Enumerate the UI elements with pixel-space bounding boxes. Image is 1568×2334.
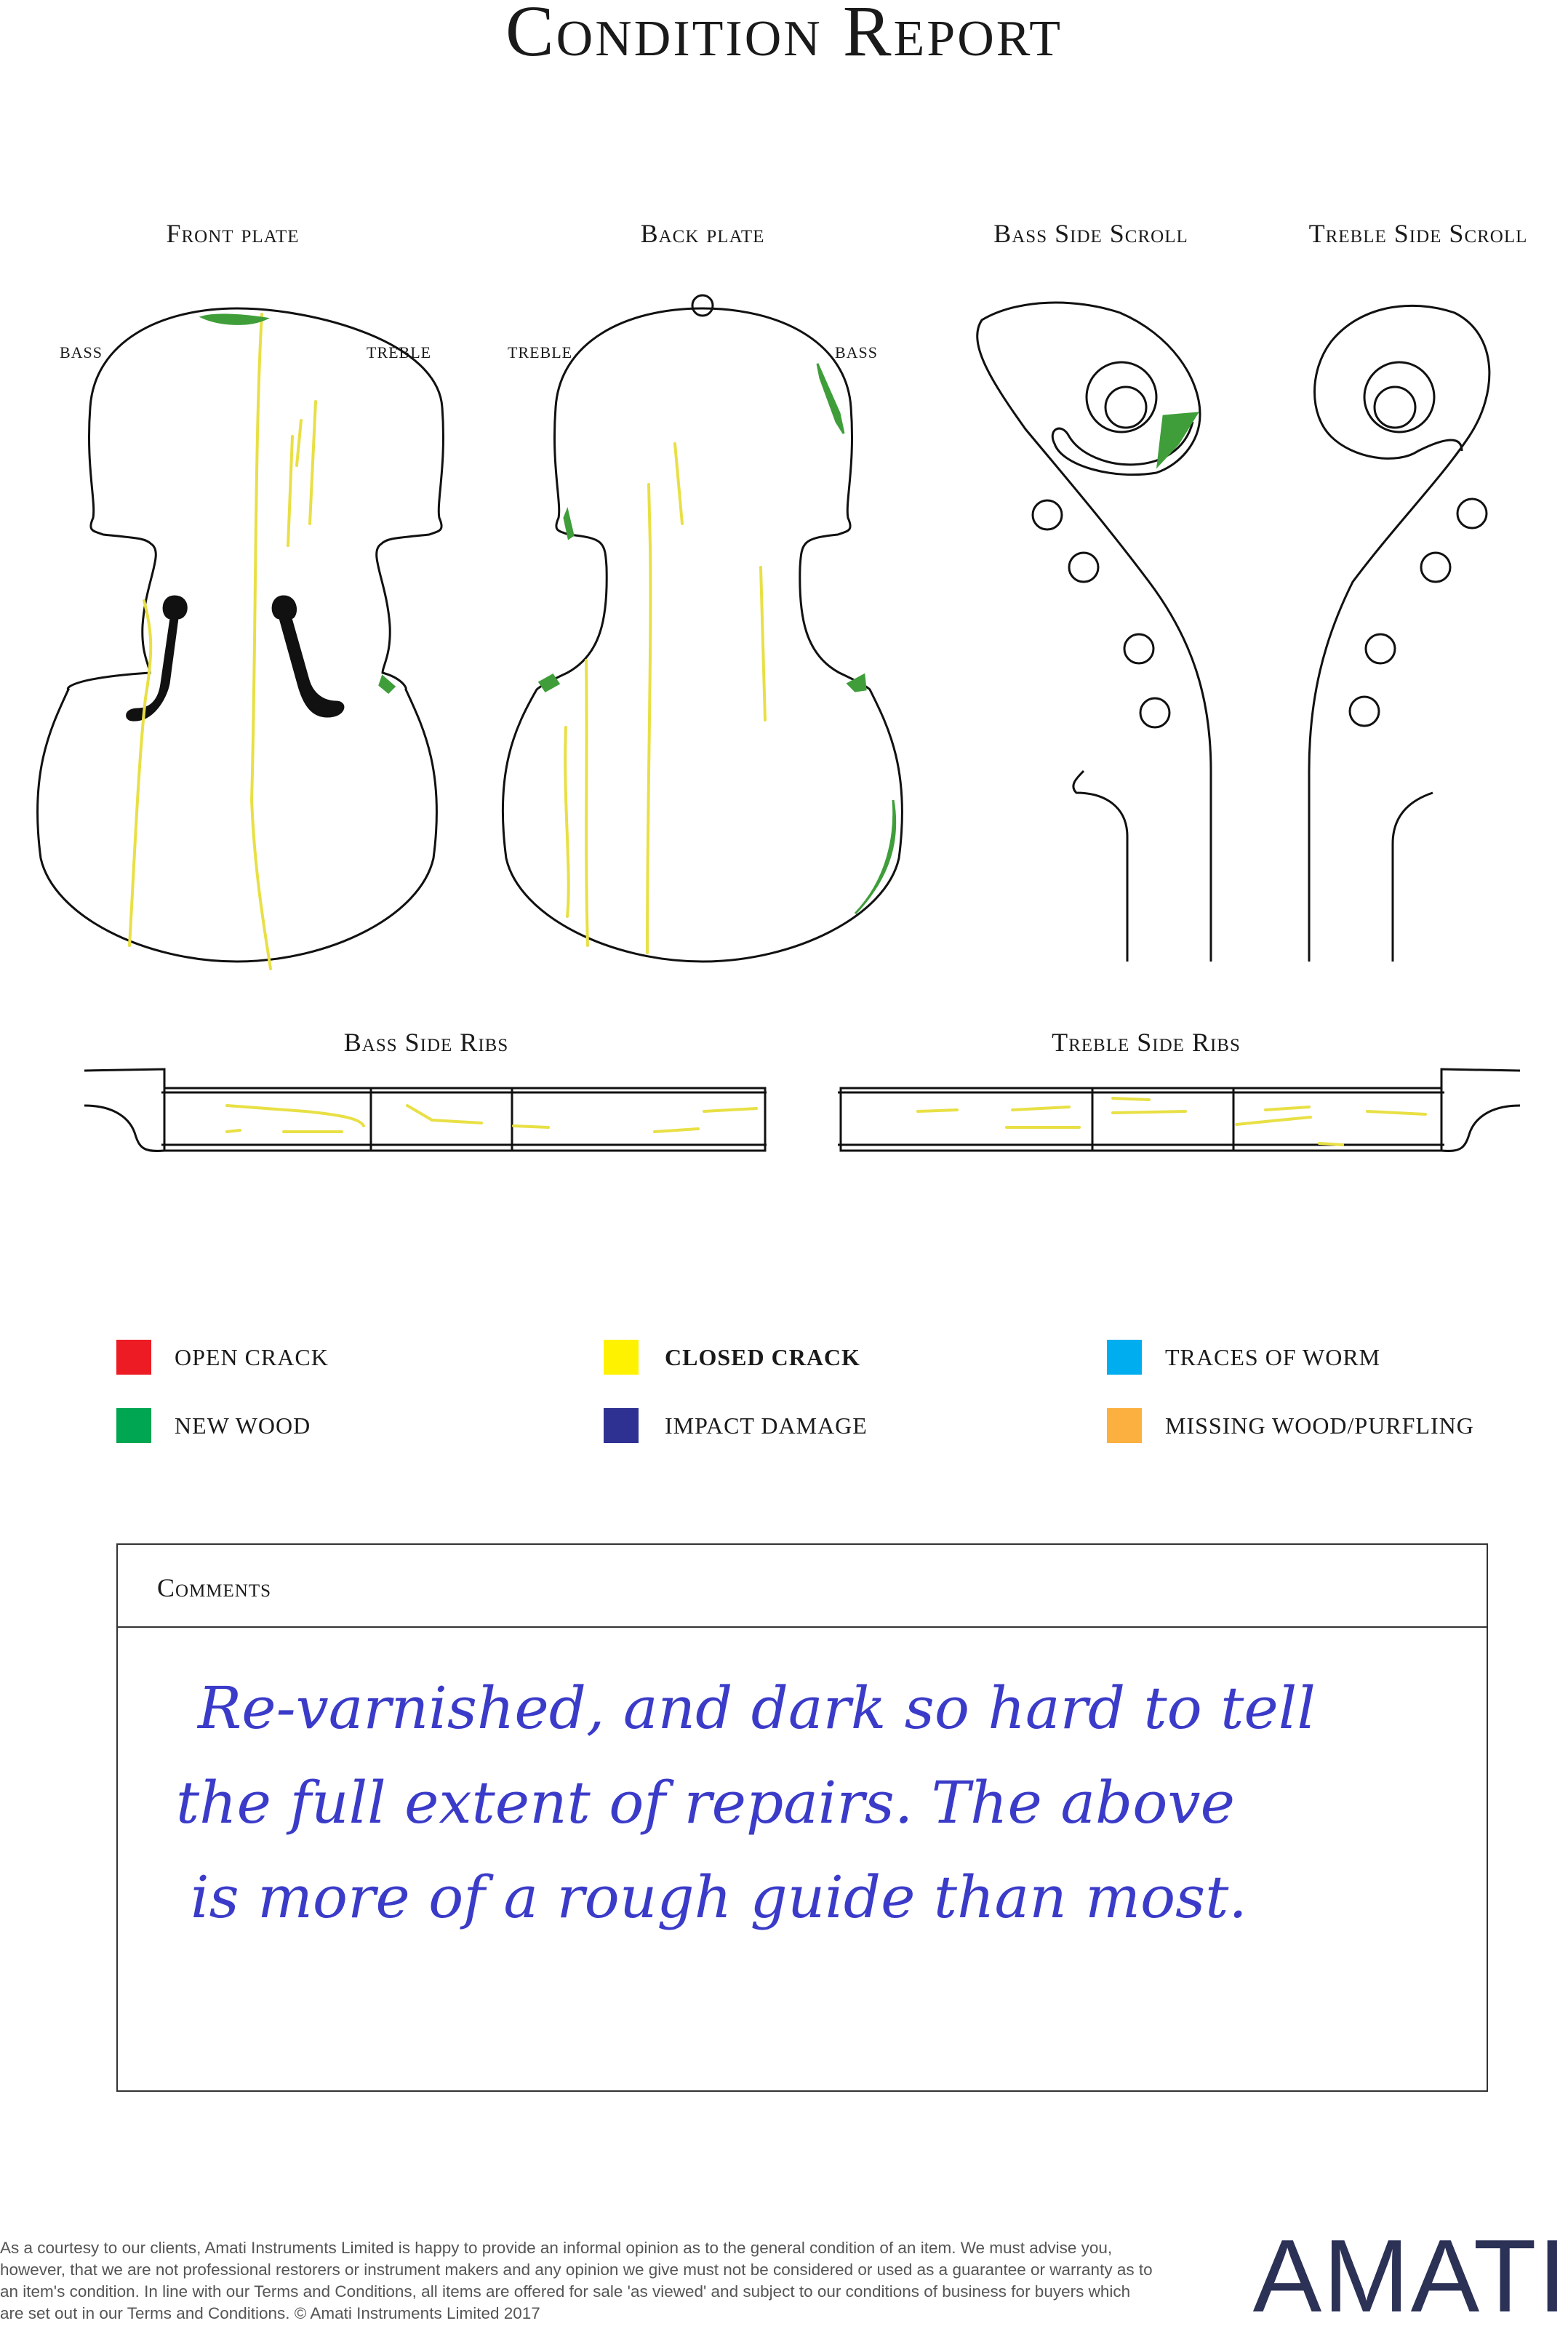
bass-side-scroll-title: Bass Side Scroll: [993, 219, 1188, 248]
treble-peg-hole-3: [1366, 634, 1395, 663]
bass-scroll-outline: [977, 303, 1211, 962]
comments-header: [118, 1545, 1487, 1628]
legend-swatch-open-crack: [116, 1340, 151, 1375]
legend-label-new-wood: NEW WOOD: [175, 1412, 311, 1439]
back-bass-label: BASS: [835, 343, 879, 361]
treble-scroll-outline: [1309, 305, 1489, 962]
legend-label-impact-damage: IMPACT DAMAGE: [665, 1412, 868, 1439]
treble-scroll-neck: [1393, 793, 1433, 962]
front-treble-label: TREBLE: [367, 343, 432, 361]
treble-side-ribs-title: Treble Side Ribs: [1052, 1028, 1241, 1057]
legend-swatch-closed-crack: [604, 1340, 639, 1375]
treble-peg-hole-2: [1421, 553, 1450, 582]
crack-markings: [129, 314, 1425, 1145]
comment-line-2: the full extent of repairs. The above: [176, 1769, 1235, 1837]
bass-scroll-neck: [1073, 771, 1127, 962]
legend-label-open-crack: OPEN CRACK: [175, 1344, 329, 1370]
bass-peg-hole-4: [1140, 698, 1169, 727]
treble-peg-hole-1: [1457, 499, 1487, 528]
front-bass-label: BASS: [60, 343, 103, 361]
back-plate-title: Back plate: [640, 219, 765, 248]
comment-line-3: is more of a rough guide than most.: [191, 1863, 1247, 1931]
comments-title: Comments: [157, 1573, 272, 1602]
treble-peg-hole-4: [1350, 697, 1379, 726]
bass-ribs-outline: [164, 1088, 765, 1151]
comments-box: [116, 1543, 1488, 2092]
bass-side-ribs-title: Bass Side Ribs: [343, 1028, 509, 1057]
treble-f-hole: [273, 596, 343, 716]
legend-swatch-new-wood: [116, 1408, 151, 1443]
treble-ribs-outline: [841, 1088, 1441, 1151]
comment-line-1: Re-varnished, and dark so hard to tell: [198, 1674, 1316, 1742]
bass-peg-hole-1: [1033, 500, 1062, 529]
legend-swatch-traces-of-worm: [1107, 1340, 1142, 1375]
bass-f-hole: [127, 596, 187, 720]
page-title: Condition Report: [505, 0, 1063, 71]
legend-swatch-missing-wood: [1107, 1408, 1142, 1443]
amati-logo: AMATI: [1252, 2218, 1568, 2334]
legend-label-traces-of-worm: TRACES OF WORM: [1165, 1344, 1381, 1370]
disclaimer-text: As a courtesy to our clients, Amati Instruments Limited is happy to provide an informal opinion as to the general condition of an item. We must advise you, however, that we are not professional restorers or instrument makers and any opinion we give must not be considered or used as a guarantee or warranty as to an item's condition. In line with our Terms and Conditions, all items are offered for sale 'as viewed' and subject to our conditions of business for buyers which are set out in our Terms and Conditions. © Amati Instruments Limited 2017: [0, 2239, 1153, 2322]
treble-side-scroll-title: Treble Side Scroll: [1308, 219, 1528, 248]
legend-label-missing-wood: MISSING WOOD/PURFLING: [1165, 1412, 1474, 1439]
bass-peg-hole-3: [1124, 634, 1153, 663]
bass-peg-hole-2: [1069, 553, 1098, 582]
front-plate-title: Front plate: [166, 219, 300, 248]
legend-swatch-impact-damage: [604, 1408, 639, 1443]
back-button: [692, 295, 713, 316]
new-wood-markings: [202, 315, 1197, 914]
back-treble-label: TREBLE: [508, 343, 573, 361]
back-plate-outline: [503, 308, 902, 962]
legend-label-closed-crack: CLOSED CRACK: [665, 1344, 860, 1370]
front-plate-outline: [38, 308, 444, 962]
